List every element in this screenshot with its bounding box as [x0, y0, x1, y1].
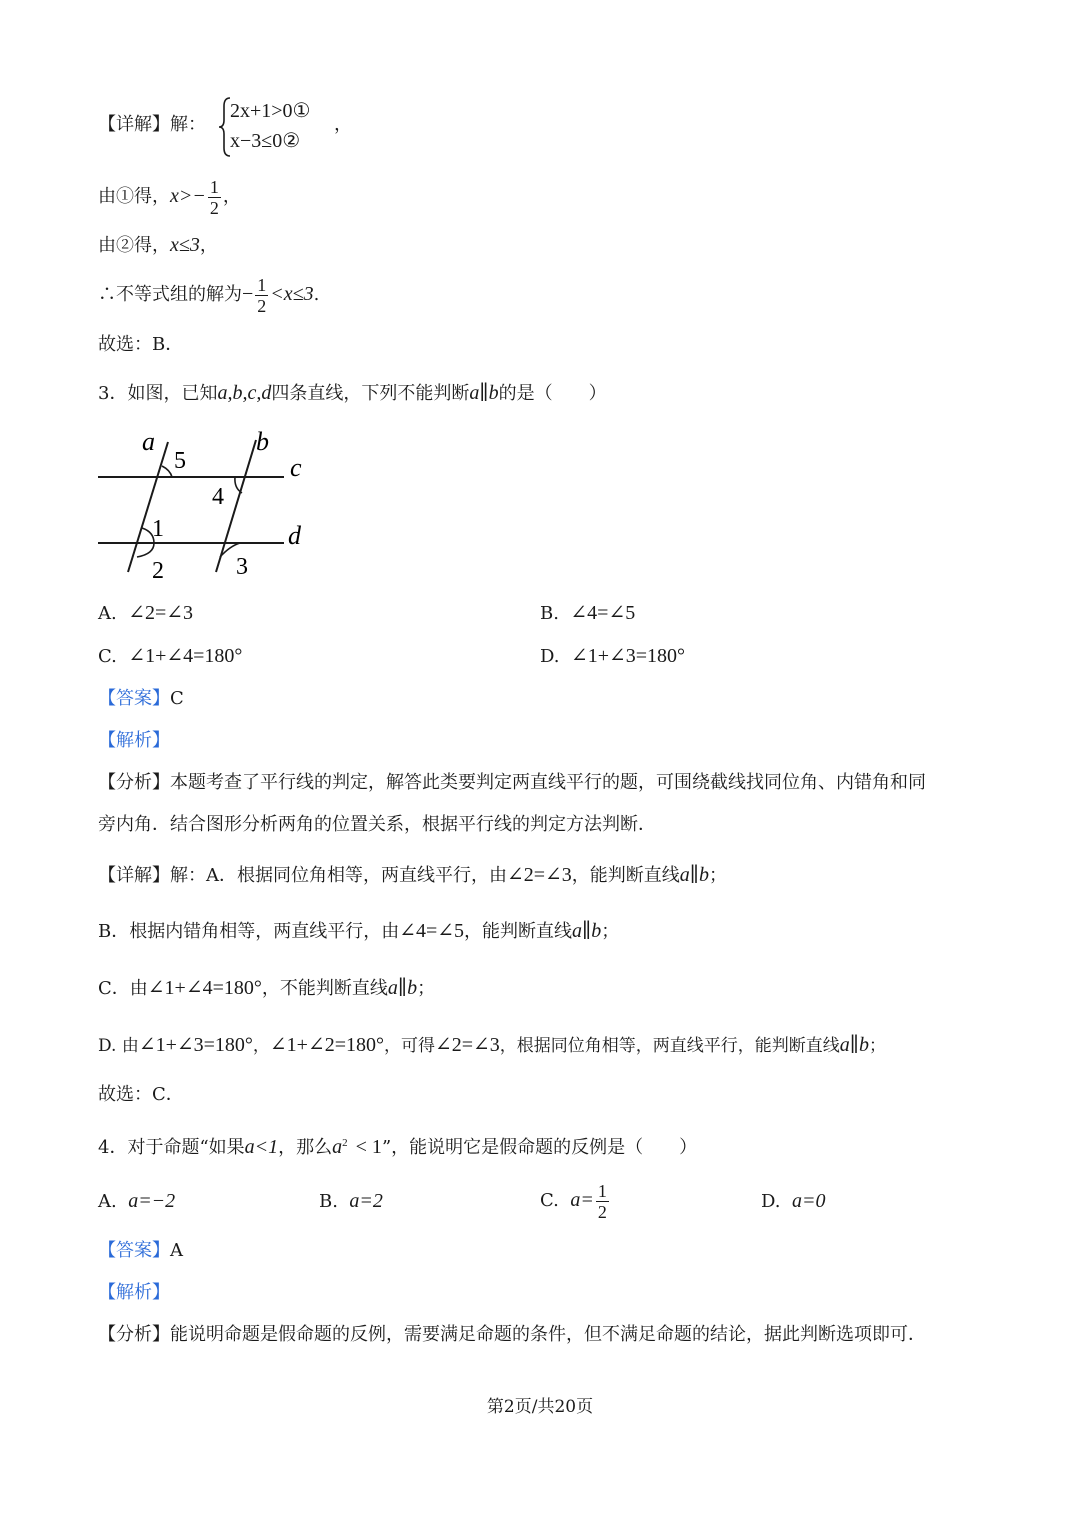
q2-step3	[98, 270, 319, 319]
detail-text: ，根据同位角相等，两直线平行，能判断直线	[499, 1036, 840, 1056]
frac-den: 2	[597, 1201, 607, 1222]
q4-stem	[98, 1130, 697, 1161]
step3-prefix: ∴不等式组的解为	[98, 284, 242, 305]
detail-math: ∠1+∠3=180°	[138, 1034, 253, 1056]
stem-exponent: 2	[342, 1137, 348, 1149]
answer-label: 【答案】	[98, 688, 170, 709]
step1-prefix: 由①得，	[98, 186, 170, 207]
stem-base: a	[332, 1136, 343, 1158]
q3-detail-b	[98, 918, 619, 945]
stem-vars: a,b,c,d	[217, 382, 272, 404]
detail-text: ；	[869, 1036, 887, 1056]
label-2: 2	[152, 558, 164, 584]
q3-analysis-line1: 【分析】本题考查了平行线的判定，解答此类要判定两直线平行的题，可围绕截线找同位角、内错角和同	[98, 772, 926, 793]
detail-text: B．根据内错角相等，两直线平行，由	[98, 921, 400, 942]
equation-2: x−3≤0②	[230, 130, 301, 152]
detail-math: ∠1+∠4=180°	[147, 977, 262, 999]
q2-comma: ，	[334, 114, 352, 135]
q4-analysis-label: 【解析】	[98, 1282, 170, 1303]
stem-relation: a∥b	[469, 382, 499, 404]
q4-option-b[interactable]	[319, 1188, 383, 1215]
option-label: A.	[98, 603, 117, 624]
detail-text: 【详解】解：A．根据同位角相等，两直线平行，由	[98, 865, 507, 886]
q3-detail-d	[98, 1032, 886, 1059]
option-text: ∠1+∠3=180°	[570, 645, 686, 667]
stem-text: ”，能说明它是假命题的反例是（ ）	[381, 1137, 698, 1158]
q2-step1	[98, 172, 241, 221]
option-label: D.	[540, 646, 560, 667]
parallel-lines-figure	[96, 424, 326, 584]
q3-option-a[interactable]	[98, 600, 193, 627]
frac-num: 1	[597, 1180, 607, 1201]
q4-answer	[98, 1238, 183, 1264]
option-text: a=0	[791, 1190, 826, 1212]
q3-option-c[interactable]	[98, 643, 242, 670]
angle5-arc	[162, 466, 172, 477]
q3-analysis-label: 【解析】	[98, 730, 170, 751]
q2-detail-label: 【详解】解：	[98, 114, 206, 135]
stem-text: 的是（ ）	[498, 383, 607, 404]
label-b: b	[256, 427, 269, 456]
label-d: d	[288, 521, 301, 550]
label-c: c	[290, 453, 302, 482]
option-label: D.	[761, 1191, 781, 1212]
detail-text: ；	[417, 978, 436, 999]
option-label: B.	[319, 1191, 338, 1212]
option-label: C.	[98, 646, 117, 667]
label-5: 5	[174, 448, 186, 474]
label-3: 3	[236, 554, 248, 580]
detail-relation: a∥b	[572, 920, 602, 942]
step1-math: x>−	[170, 185, 206, 207]
option-text: ∠2=∠3	[128, 602, 193, 624]
label-4: 4	[212, 484, 224, 510]
step3-minus: −	[242, 283, 254, 305]
detail-text: ；	[601, 921, 620, 942]
stem-condition: a<1	[244, 1136, 279, 1158]
stem-text: 3．如图，已知	[98, 383, 218, 404]
q3-detail-a	[98, 862, 727, 889]
q3-option-d[interactable]	[540, 643, 685, 670]
detail-relation: a∥b	[387, 977, 418, 999]
fraction-half	[596, 1181, 609, 1222]
detail-text: ，能判断直线	[571, 865, 680, 886]
label-a: a	[142, 427, 155, 456]
option-label: B.	[540, 603, 559, 624]
detail-relation: a∥b	[679, 864, 710, 886]
detail-text: ，能判断直线	[464, 921, 573, 942]
detail-math: ∠4=∠5	[399, 920, 465, 942]
step2-suffix: ，	[199, 235, 218, 256]
q4-option-a[interactable]	[98, 1188, 175, 1215]
option-text: ∠4=∠5	[570, 602, 636, 624]
fraction-half	[208, 177, 221, 218]
q3-answer	[98, 686, 184, 712]
detail-math: ∠1+∠2=180°	[269, 1034, 384, 1056]
q4-option-c[interactable]	[540, 1176, 611, 1225]
answer-value: A	[170, 1240, 183, 1261]
option-label: C.	[540, 1190, 559, 1211]
frac-den: 2	[257, 295, 267, 316]
stem-text: 4．对于命题“如果	[98, 1137, 245, 1158]
q2-step2	[98, 232, 218, 259]
detail-text: ；	[709, 865, 728, 886]
q4-analysis-line1: 【分析】能说明命题是假命题的反例，需要满足命题的条件，但不满足命题的结论，据此判断选项即可．	[98, 1324, 926, 1345]
frac-num: 1	[257, 274, 267, 295]
detail-math: ∠2=∠3	[507, 864, 572, 886]
stem-text: ，那么	[278, 1137, 333, 1158]
detail-relation: a∥b	[839, 1034, 870, 1056]
q3-analysis-line2: 旁内角．结合图形分析两角的位置关系，根据平行线的判定方法判断．	[98, 814, 656, 835]
option-label: A.	[98, 1191, 117, 1212]
q3-choice: 故选：C．	[98, 1084, 184, 1105]
detail-text: ，不能判断直线	[261, 978, 388, 999]
option-text: a=	[570, 1189, 594, 1211]
step3-math: <x≤3	[270, 283, 314, 305]
frac-den: 2	[209, 197, 219, 218]
frac-num: 1	[209, 176, 219, 197]
option-text: a=2	[349, 1190, 383, 1212]
detail-math: ∠2=∠3	[435, 1034, 500, 1056]
step2-prefix: 由②得，	[98, 235, 170, 256]
q3-stem	[98, 380, 607, 407]
option-text: ∠1+∠4=180°	[128, 645, 243, 667]
answer-value: C	[170, 688, 184, 709]
q3-detail-c	[98, 975, 435, 1002]
detail-text: ，	[252, 1036, 270, 1056]
detail-text: C．由	[98, 978, 148, 999]
equation-1: 2x+1>0①	[230, 100, 311, 122]
step3-suffix: .	[313, 284, 320, 305]
stem-text: 四条直线，下列不能判断	[271, 383, 470, 404]
q2-choice: 故选：B．	[98, 334, 184, 355]
stem-conclusion: < 1	[355, 1136, 382, 1158]
step2-math: x≤3	[170, 234, 200, 256]
fraction-half	[255, 275, 268, 316]
page-footer: 第2页/共20页	[486, 1397, 594, 1417]
step1-suffix: ，	[222, 186, 241, 207]
label-1: 1	[152, 516, 164, 542]
q4-option-d[interactable]	[761, 1188, 825, 1215]
answer-label: 【答案】	[98, 1240, 170, 1261]
detail-text: D. 由	[98, 1036, 139, 1056]
detail-text: ，可得	[384, 1036, 435, 1056]
q3-option-b[interactable]	[540, 600, 635, 627]
option-text: a=−2	[128, 1190, 176, 1212]
